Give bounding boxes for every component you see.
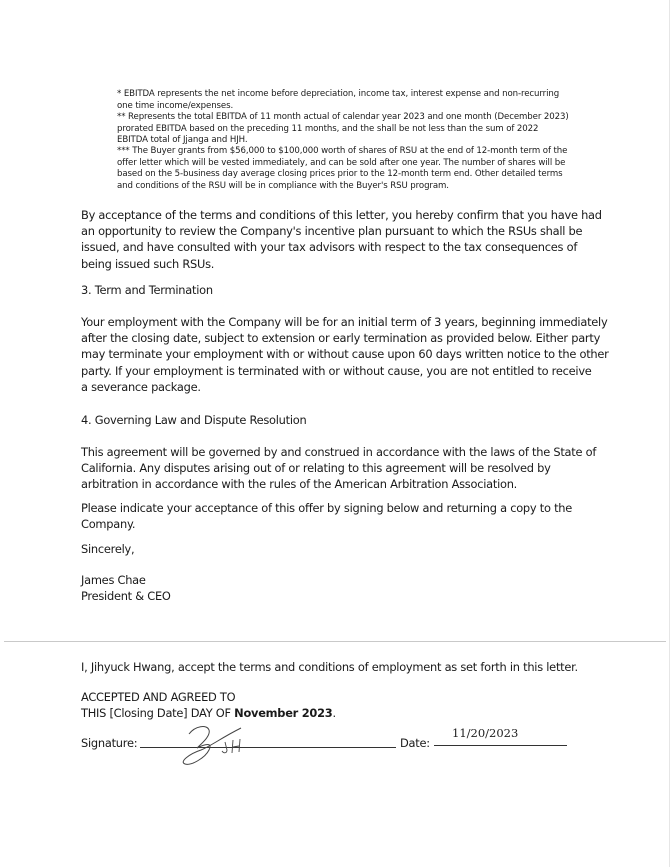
section-3-heading: 3. Term and Termination [81,283,213,297]
paragraph-line: a severance package. [81,379,201,394]
closing-date-suffix: . [332,706,336,720]
paragraph-line: issued, and have consulted with your tax advisors with respect to the tax consequences of [81,240,578,255]
section-3-body [81,314,641,395]
initial-j [222,742,227,753]
signatory-title: President & CEO [81,589,171,603]
salutation: Sincerely, [81,542,135,556]
paragraph-line: arbitration in accordance with the rules of the American Arbitration Association. [81,477,518,492]
date-label: Date: [400,736,430,750]
paragraph-line: being issued such RSUs. [81,256,215,271]
footnote-line: based on the 5-business day average closing prices prior to the 12-month term end. Other detailed terms [117,169,563,179]
paragraph-line: Company. [81,517,136,532]
paragraph-line: Your employment with the Company will be for an initial term of 3 years, beginning immediately [81,315,608,329]
paragraph-line: Please indicate your acceptance of this offer by signing below and returning a copy to the [81,501,573,515]
footnote-line: *** The Buyer grants from $56,000 to $100,000 worth of shares of RSU at the end of 12-month term of the [117,146,568,156]
footnote-line: EBITDA total of Jjanga and HJH. [117,135,248,145]
signature-label: Signature: [81,736,138,750]
date-value: 11/20/2023 [452,726,519,740]
date-field[interactable] [434,745,567,746]
closing-date-line [81,705,641,721]
section-4-body [81,444,641,493]
paragraph-line: California. Any disputes arising out of or relating to this agreement will be resolved by [81,461,551,476]
paragraph-line: may terminate your employment with or without cause upon 60 days written notice to the other [81,347,609,362]
footnote-line: one time income/expenses. [117,100,234,111]
footnote-total-ebitda [117,112,597,147]
acceptance-request-paragraph [81,500,641,532]
footnote-line: offer letter which will be vested immediately, and can be sold after one year. The number of shares will be [117,157,566,168]
footnote-line: and conditions of the RSU will be in compliance with the Buyer's RSU program. [117,180,449,191]
paragraph-line: By acceptance of the terms and conditions of this letter, you hereby confirm that you have had [81,208,602,222]
footnote-line: ** Represents the total EBITDA of 11 month actual of calendar year 2023 and one month (December 2023) [117,112,569,122]
page-divider [4,641,666,642]
closing-date-prefix: THIS [Closing Date] DAY OF [81,706,235,720]
paragraph-line: This agreement will be governed by and construed in accordance with the laws of the State of [81,445,597,459]
closing-month: November 2023 [234,706,333,720]
initial-h [232,739,240,753]
signatory-name: James Chae [81,573,146,587]
section-4-heading: 4. Governing Law and Dispute Resolution [81,413,307,427]
rsu-acknowledgement-paragraph [81,207,641,272]
footnote-ebitda [117,89,597,112]
paragraph-line: an opportunity to review the Company's incentive plan pursuant to which the RSUs shall be [81,224,583,239]
acceptance-statement: I, Jihyuck Hwang, accept the terms and conditions of employment as set forth in this letter. [81,660,578,674]
paragraph-line: after the closing date, subject to extension or early termination as provided below. Either party [81,331,601,346]
accepted-and-agreed-line: ACCEPTED AND AGREED TO [81,690,236,704]
footnote-rsu-grant [117,146,597,192]
handwritten-signature [175,720,265,770]
footnote-line: prorated EBITDA based on the preceding 11 months, and the shall be not less than the sum of 2022 [117,123,539,134]
footnote-line: * EBITDA represents the net income before depreciation, income tax, interest expense and non-recurring [117,89,560,99]
paragraph-line: party. If your employment is terminated with or without cause, you are not entitled to receive [81,363,592,378]
